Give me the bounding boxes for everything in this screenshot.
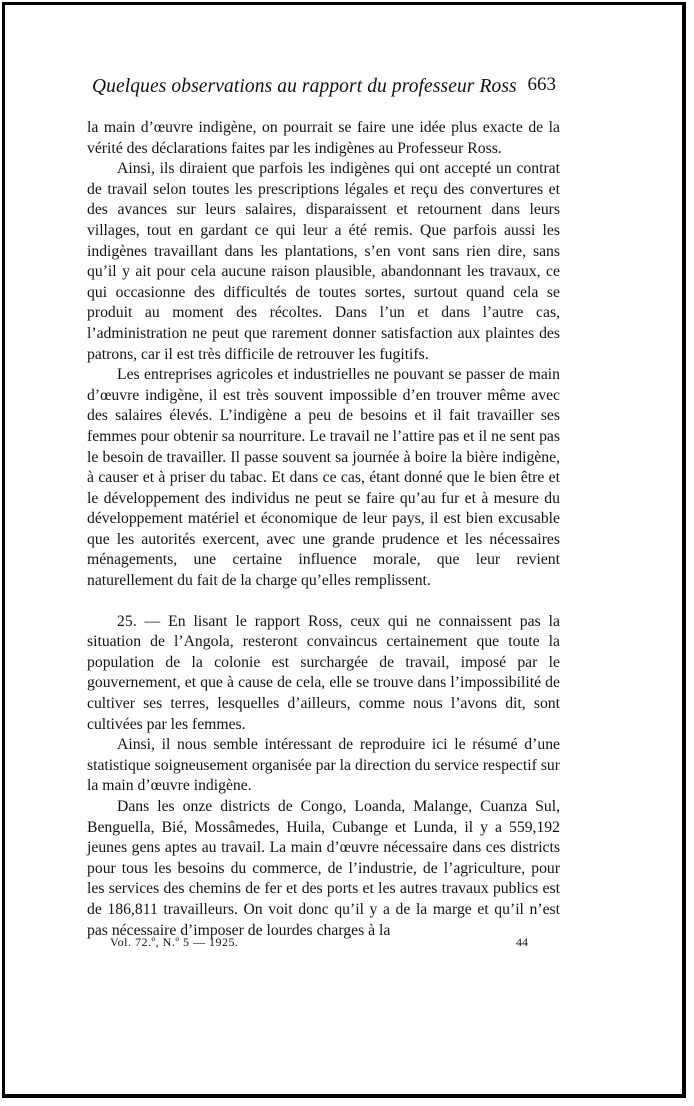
page-number: 663	[527, 74, 556, 95]
running-title: Quelques observations au rapport du professeur Ross	[92, 76, 517, 97]
paragraph-districts: Dans les onze districts de Congo, Loanda, Malange, Cuanza Sul, Benguella, Bié, Mossâmedes, Huila, Cubange et Lunda, il y a 559,192 jeunes gens aptes au travail. La main d’œuvre nécessaire dans ces districts pour tous les besoins du commerce, de l’industrie, de l’agriculture, pour les services des chemins de fer et des ports et les autres travaux publics est de 186,811 travailleurs. On voit donc qu’il y a de la marge et qu’il n’est pas nécessaire d’imposer de lourdes charges à la	[87, 798, 560, 939]
paragraph-statistics-intro: Ainsi, il nous semble intéressant de reproduire ici le résumé d’une statistique soigneusement organisée par la direction du service respectif sur la main d’œuvre indigène.	[87, 736, 560, 795]
paragraph-workers-leaving: Ainsi, ils diraient que parfois les indigènes qui ont accepté un contrat de travail selon toutes les prescriptions légales et reçu des convertures et des avances sur leurs salaires, disparaissent et retournent dans leurs villages, tout en gardant ce qui leur a été remis. Que parfois aussi les indigènes travaillant dans les plantations, s’en vont sans rien dire, sans qu’il y ait pour cela aucune raison plausible, abandonnant les travaux, ce qui occasionne des difficultés de toutes sortes, surtout quand cela se produit au moment des récoltes. Dans l’un et dans l’autre cas, l’administration ne peut que rarement donner satisfaction aux plaintes des patrons, car il est très difficile de retrouver les fugitifs.	[87, 160, 560, 363]
paragraph-section-25: 25. — En lisant le rapport Ross, ceux qui ne connaissent pas la situation de l’Angola, resteront convaincus certainement que toute la population de la colonie est surchargée de travail, imposé par le gouvernement, et que à cause de cela, elle se trouve dans l’impossibilité de cultiver ses terres, lesquelles d’ailleurs, comme nous l’avons dit, sont cultivées par les femmes.	[87, 612, 560, 733]
running-head	[88, 76, 558, 106]
page-footer	[110, 935, 530, 955]
section-gap	[87, 592, 560, 612]
footer-volume: Vol. 72.º, N.º 5 — 1925.	[110, 935, 239, 949]
paragraph-enterprises: Les entreprises agricoles et industrielles ne pouvant se passer de main d’œuvre indigène, il est très souvent impossible d’en trouver même avec des salaires élevés. L’indigène a peu de besoins et il fait travailler ses femmes pour obtenir sa nourriture. Le travail ne l’attire pas et il ne sent pas le besoin de travailler. Il passe souvent sa journée à boire la bière indigène, à causer et à priser du tabac. Et dans ce cas, étant donné que le bien être et le développement des individus ne peut se faire qu’au fur et à mesure du développement matériel et économique de leur pays, il est bien excusable que les autorités exercent, avec une grande prudence et les nécessaires ménagements, une certaine influence morale, que leur revient naturellement du fait de la charge qu’elles remplissent.	[87, 366, 560, 590]
paragraph-continuation: la main d’œuvre indigène, on pourrait se faire une idée plus exacte de la vérité des déclarations faites par les indigènes au Professeur Ross.	[87, 119, 560, 157]
body-text	[87, 118, 560, 941]
footer-signature: 44	[516, 935, 528, 949]
